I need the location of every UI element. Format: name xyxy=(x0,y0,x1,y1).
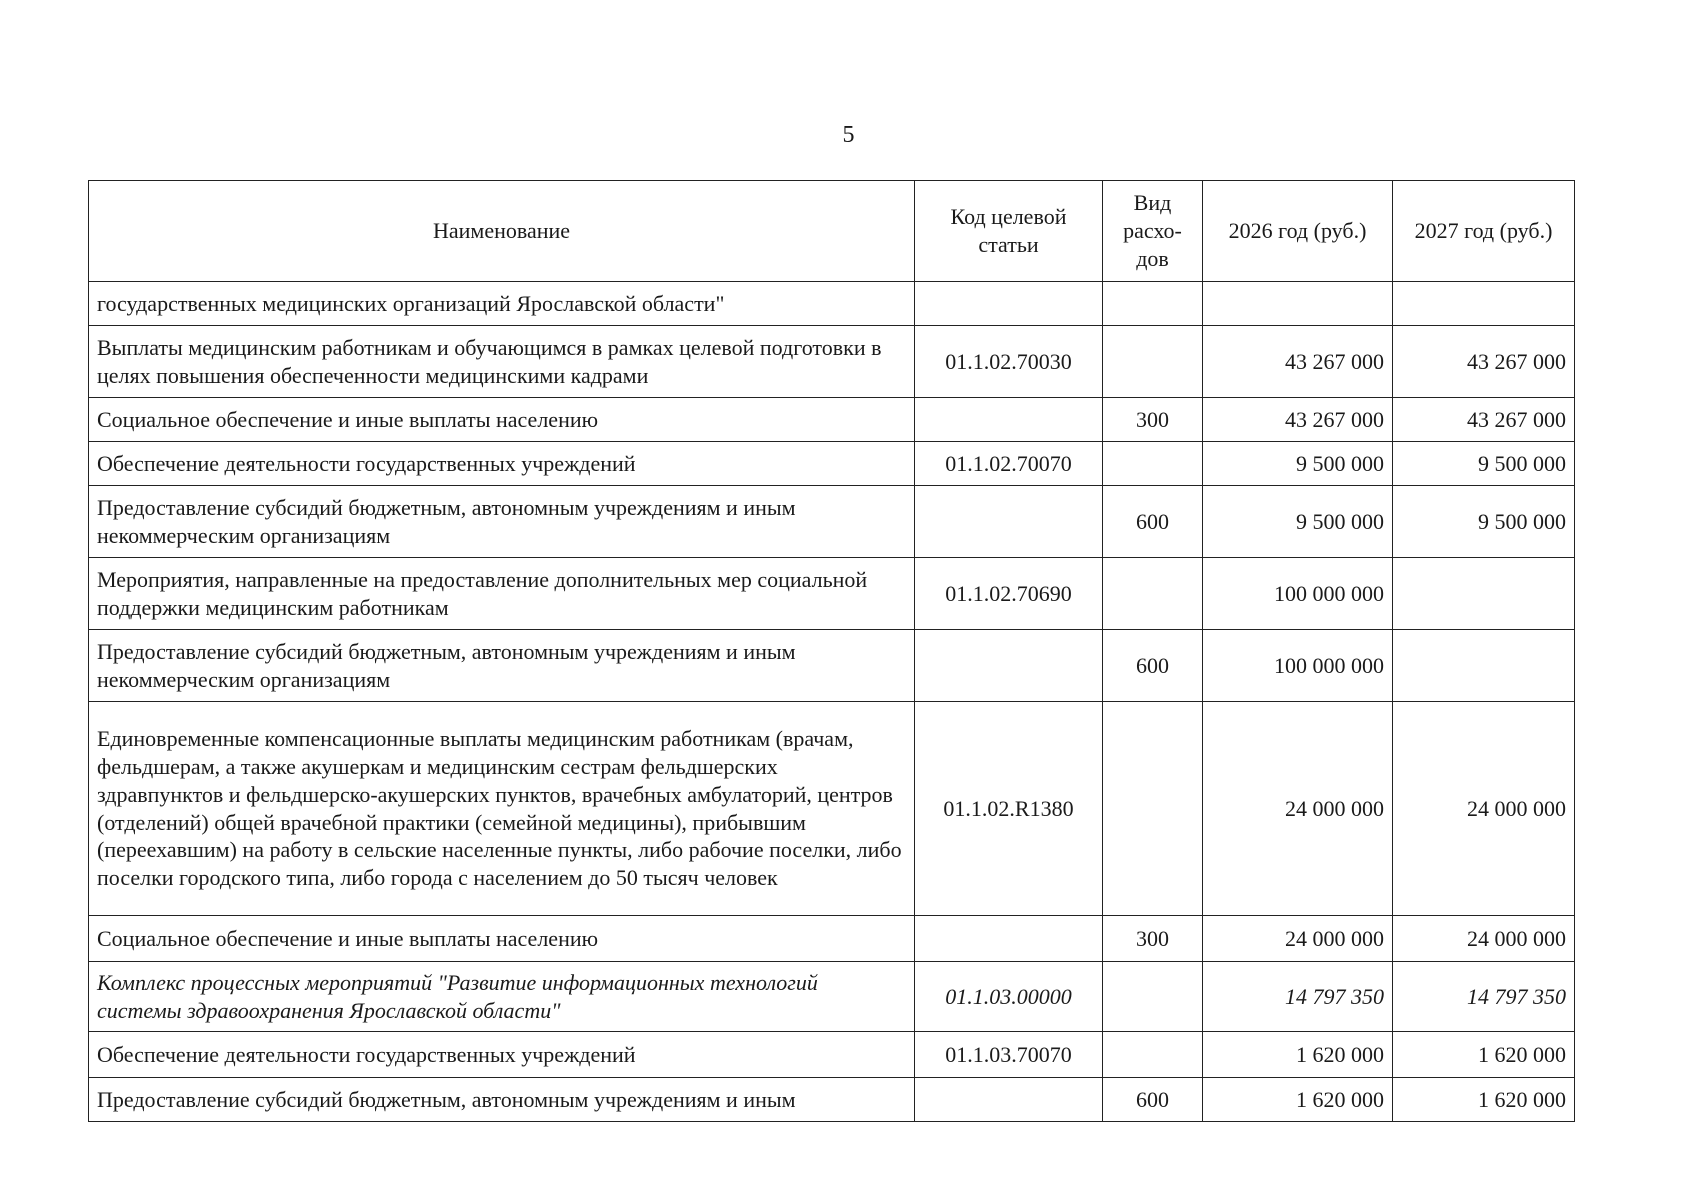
row-amount-2027: 9 500 000 xyxy=(1393,486,1575,558)
row-name: государственных медицинских организаций Ярославской области" xyxy=(89,282,915,326)
row-amount-2027: 1 620 000 xyxy=(1393,1032,1575,1078)
table-row xyxy=(89,326,1575,398)
row-amount-2027: 1 620 000 xyxy=(1393,1078,1575,1122)
table-row xyxy=(89,486,1575,558)
row-kind xyxy=(1103,702,1203,916)
row-name: Единовременные компенсационные выплаты медицинским работникам (врачам, фельдшерам, а также акушеркам и медицинским сестрам фельдшерских здравпунктов и фельдшерско-акушерских пунктов, врачебных амбулаторий, центров (отделений) общей врачебной практики (семейной медицины), прибывшим (переехавшим) на работу в сельские населенные пункты, либо рабочие поселки, либо поселки городского типа, либо города с населением до 50 тысяч человек xyxy=(89,702,915,916)
row-code xyxy=(915,1078,1103,1122)
row-kind xyxy=(1103,282,1203,326)
row-amount-2026 xyxy=(1203,282,1393,326)
row-kind xyxy=(1103,1032,1203,1078)
row-code: 01.1.02.70030 xyxy=(915,326,1103,398)
row-name: Обеспечение деятельности государственных учреждений xyxy=(89,1032,915,1078)
row-code xyxy=(915,398,1103,442)
row-amount-2026: 24 000 000 xyxy=(1203,916,1393,962)
row-amount-2026: 1 620 000 xyxy=(1203,1032,1393,1078)
row-amount-2026: 43 267 000 xyxy=(1203,398,1393,442)
header-2026: 2026 год (руб.) xyxy=(1203,181,1393,282)
row-code xyxy=(915,282,1103,326)
row-code xyxy=(915,486,1103,558)
row-kind xyxy=(1103,962,1203,1032)
row-name: Предоставление субсидий бюджетным, автономным учреждениям и иным некоммерческим организациям xyxy=(89,630,915,702)
row-kind xyxy=(1103,326,1203,398)
header-name: Наименование xyxy=(89,181,915,282)
row-amount-2026: 100 000 000 xyxy=(1203,558,1393,630)
table-row xyxy=(89,630,1575,702)
row-code: 01.1.02.70690 xyxy=(915,558,1103,630)
row-amount-2027 xyxy=(1393,558,1575,630)
table-row xyxy=(89,558,1575,630)
row-code xyxy=(915,916,1103,962)
row-amount-2027: 14 797 350 xyxy=(1393,962,1575,1032)
row-kind: 300 xyxy=(1103,398,1203,442)
row-amount-2026: 43 267 000 xyxy=(1203,326,1393,398)
table-row xyxy=(89,398,1575,442)
row-name: Социальное обеспечение и иные выплаты населению xyxy=(89,916,915,962)
row-name: Обеспечение деятельности государственных учреждений xyxy=(89,442,915,486)
row-name: Выплаты медицинским работникам и обучающимся в рамках целевой подготовки в целях повышения обеспеченности медицинскими кадрами xyxy=(89,326,915,398)
row-kind: 300 xyxy=(1103,916,1203,962)
row-code: 01.1.02.R1380 xyxy=(915,702,1103,916)
row-amount-2026: 100 000 000 xyxy=(1203,630,1393,702)
row-name: Мероприятия, направленные на предоставление дополнительных мер социальной поддержки медицинским работникам xyxy=(89,558,915,630)
row-kind: 600 xyxy=(1103,1078,1203,1122)
row-kind: 600 xyxy=(1103,486,1203,558)
header-code: Код целевой статьи xyxy=(915,181,1103,282)
header-2027: 2027 год (руб.) xyxy=(1393,181,1575,282)
row-name: Предоставление субсидий бюджетным, автономным учреждениям и иным xyxy=(89,1078,915,1122)
row-code: 01.1.02.70070 xyxy=(915,442,1103,486)
row-amount-2027: 9 500 000 xyxy=(1393,442,1575,486)
table-row xyxy=(89,1032,1575,1078)
row-code xyxy=(915,630,1103,702)
table-row xyxy=(89,442,1575,486)
row-amount-2027: 43 267 000 xyxy=(1393,398,1575,442)
row-kind: 600 xyxy=(1103,630,1203,702)
row-amount-2026: 9 500 000 xyxy=(1203,486,1393,558)
row-amount-2027: 24 000 000 xyxy=(1393,916,1575,962)
row-amount-2027: 24 000 000 xyxy=(1393,702,1575,916)
page-number: 5 xyxy=(842,122,855,148)
header-kind: Вид расхо-дов xyxy=(1103,181,1203,282)
row-amount-2026: 24 000 000 xyxy=(1203,702,1393,916)
row-kind xyxy=(1103,442,1203,486)
row-amount-2027 xyxy=(1393,282,1575,326)
table-row xyxy=(89,1078,1575,1122)
budget-table xyxy=(88,180,1575,1122)
row-name: Социальное обеспечение и иные выплаты населению xyxy=(89,398,915,442)
row-amount-2027: 43 267 000 xyxy=(1393,326,1575,398)
table-row xyxy=(89,962,1575,1032)
row-code: 01.1.03.70070 xyxy=(915,1032,1103,1078)
row-amount-2026: 14 797 350 xyxy=(1203,962,1393,1032)
row-name: Предоставление субсидий бюджетным, автономным учреждениям и иным некоммерческим организациям xyxy=(89,486,915,558)
table-header-row xyxy=(89,181,1575,282)
row-amount-2026: 1 620 000 xyxy=(1203,1078,1393,1122)
row-kind xyxy=(1103,558,1203,630)
table-row xyxy=(89,916,1575,962)
row-amount-2026: 9 500 000 xyxy=(1203,442,1393,486)
table-row xyxy=(89,282,1575,326)
table-row xyxy=(89,702,1575,916)
row-name: Комплекс процессных мероприятий "Развитие информационных технологий системы здравоохранения Ярославской области" xyxy=(89,962,915,1032)
row-code: 01.1.03.00000 xyxy=(915,962,1103,1032)
row-amount-2027 xyxy=(1393,630,1575,702)
